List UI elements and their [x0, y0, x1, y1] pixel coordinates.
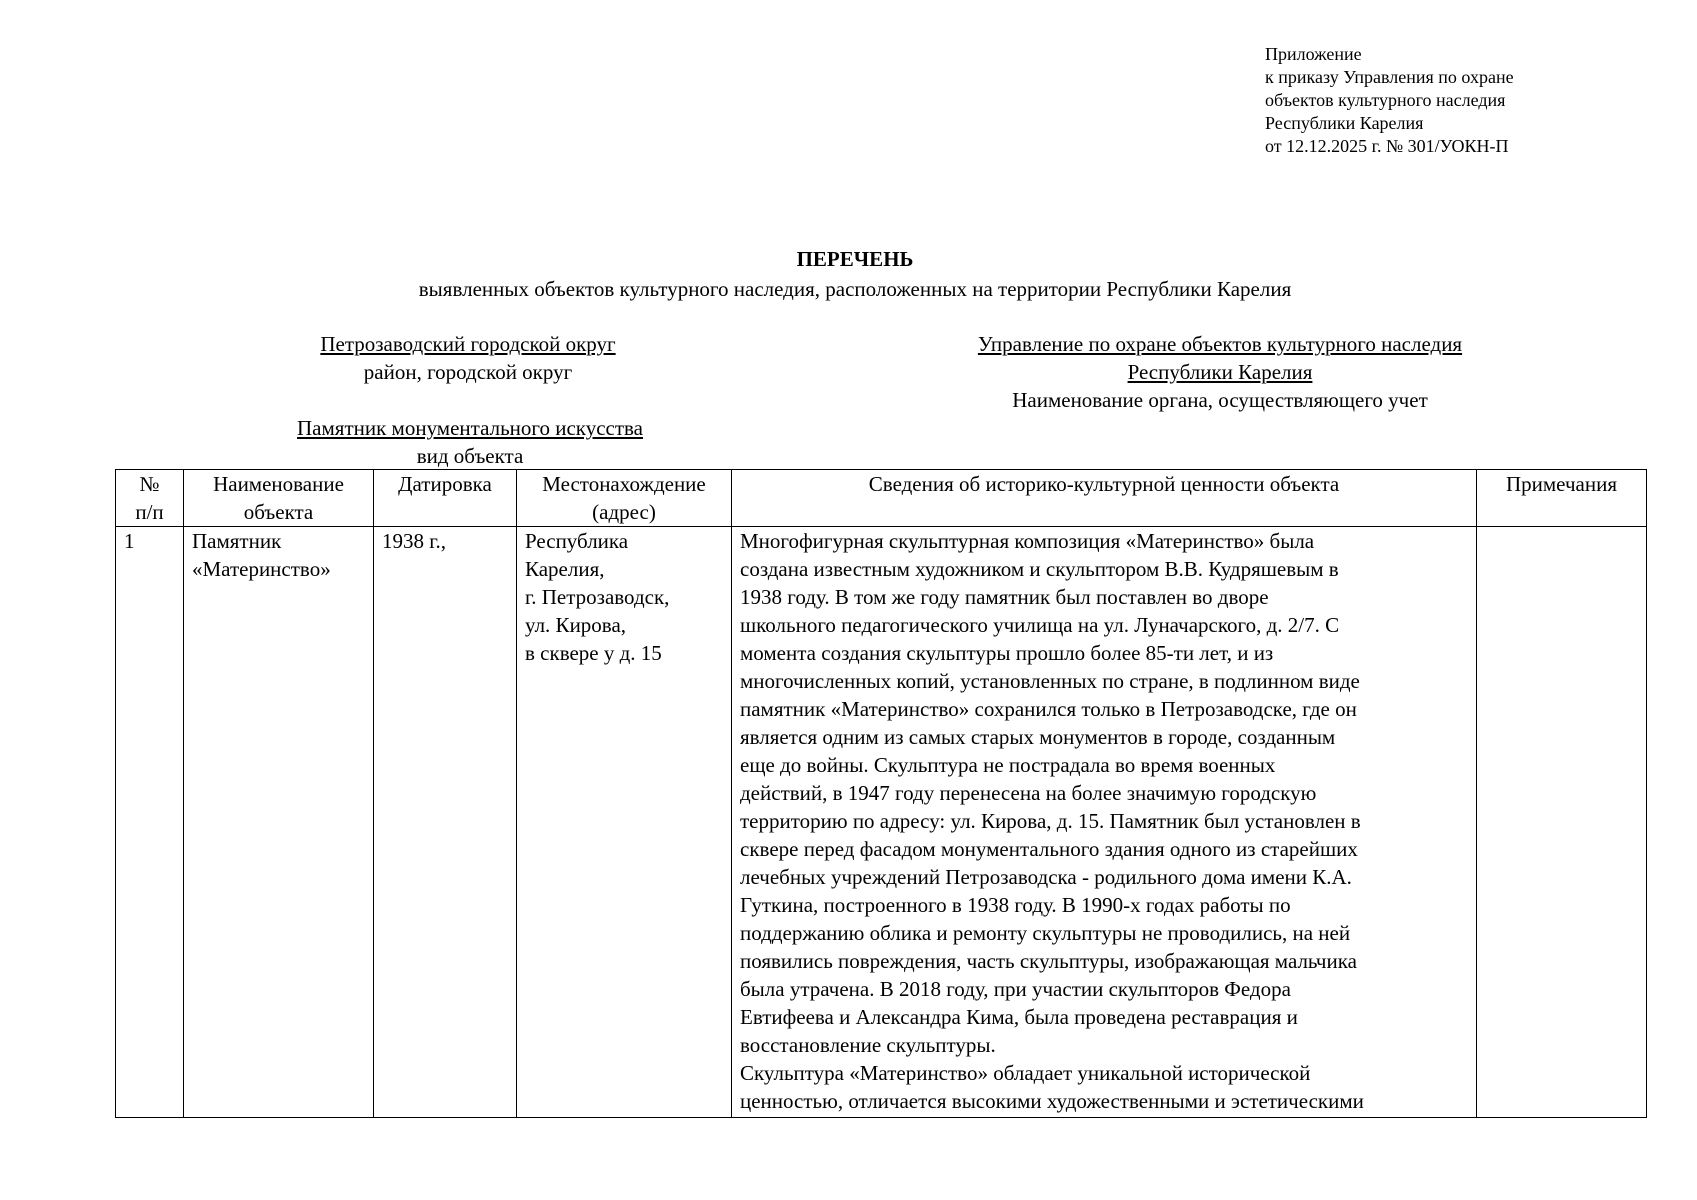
info-line: многочисленных копий, установленных по стране, в подлинном виде: [740, 669, 1360, 693]
header-location-line: (адрес): [592, 500, 656, 524]
header-notes-line: Примечания: [1505, 472, 1617, 496]
header-date: [374, 470, 517, 527]
info-line: поддержанию облика и ремонту скульптуры не проводились, на ней: [740, 921, 1351, 945]
authority-block: [880, 330, 1560, 414]
appendix-header: [1265, 43, 1514, 158]
info-line: момента создания скульптуры прошло более 85-ти лет, и из: [740, 641, 1274, 665]
header-info-line: Сведения об историко-культурной ценности объекта: [868, 472, 1340, 496]
info-line: Евтифеева и Александра Кима, была проведена реставрация и: [740, 1005, 1298, 1029]
info-line: появились повреждения, часть скульптуры, изображающая мальчика: [740, 949, 1357, 973]
info-line: Скульптура «Материнство» обладает уникальной исторической: [740, 1061, 1311, 1085]
info-line: является одним из самых старых монументов в городе, созданным: [740, 725, 1336, 749]
objects-table: [115, 469, 1647, 1118]
header-notes: [1477, 470, 1647, 527]
district-caption: район, городской округ: [363, 360, 573, 384]
info-line: восстановление скульптуры.: [740, 1033, 996, 1057]
header-info: [732, 470, 1477, 527]
header-name-line: Наименование: [213, 472, 344, 496]
header-num-line: №: [139, 472, 160, 496]
authority-line-2: Республики Карелия: [1127, 360, 1313, 384]
header-date-line: Датировка: [398, 472, 492, 496]
header-num: [116, 470, 184, 527]
document-subtitle: выявленных объектов культурного наследия, расположенных на территории Республики Карелия: [418, 277, 1292, 301]
authority-line-1: Управление по охране объектов культурного наследия: [977, 332, 1463, 356]
info-line: создана известным художником и скульптором В.В. Кудряшевым в: [740, 557, 1339, 581]
cell-num: 1: [116, 527, 184, 1118]
object-type-block: [245, 414, 695, 470]
district-value: Петрозаводский городской округ: [320, 332, 616, 356]
cell-location-line: в сквере у д. 15: [525, 641, 662, 665]
header-name: [184, 470, 374, 527]
header-name-line: объекта: [243, 500, 314, 524]
cell-location-line: Карелия,: [525, 557, 605, 581]
header-num-line: п/п: [135, 500, 164, 524]
info-line: территорию по адресу: ул. Кирова, д. 15. Памятник был установлен в: [740, 809, 1361, 833]
document-title: ПЕРЕЧЕНЬ: [796, 247, 914, 271]
district-block: [268, 330, 668, 386]
cell-location-line: г. Петрозаводск,: [525, 585, 670, 609]
info-line: Гуткина, построенного в 1938 году. В 1990-х годах работы по: [740, 893, 1291, 917]
info-line: ценностью, отличается высокими художественными и эстетическими: [740, 1089, 1364, 1113]
appendix-line: от 12.12.2025 г. № 301/УОКН-П: [1265, 136, 1509, 156]
table-row: [116, 527, 1647, 1118]
appendix-line: Республики Карелия: [1265, 113, 1424, 133]
header-location: [517, 470, 732, 527]
info-line: памятник «Материнство» сохранился только в Петрозаводске, где он: [740, 697, 1357, 721]
cell-location-line: ул. Кирова,: [525, 613, 627, 637]
cell-name-line: «Материнство»: [192, 557, 331, 581]
cell-name-line: Памятник: [192, 529, 282, 553]
cell-info: [732, 527, 1477, 1118]
info-line: лечебных учреждений Петрозаводска - родильного дома имени К.А.: [740, 865, 1352, 889]
cell-name: [184, 527, 374, 1118]
cell-location: [517, 527, 732, 1118]
info-line: школьного педагогического училища на ул. Луначарского, д. 2/7. С: [740, 613, 1340, 637]
info-line: еще до войны. Скульптура не пострадала во время военных: [740, 753, 1276, 777]
info-line: сквере перед фасадом монументального здания одного из старейших: [740, 837, 1358, 861]
object-type-caption: вид объекта: [416, 444, 524, 468]
cell-notes: [1477, 527, 1647, 1118]
cell-location-line: Республика: [525, 529, 629, 553]
info-line: действий, в 1947 году перенесена на более значимую городскую: [740, 781, 1317, 805]
object-type-value: Памятник монументального искусства: [297, 416, 643, 440]
info-line: была утрачена. В 2018 году, при участии скульпторов Федора: [740, 977, 1291, 1001]
appendix-line: к приказу Управления по охране: [1265, 67, 1514, 87]
authority-caption: Наименование органа, осуществляющего учет: [1012, 388, 1428, 412]
cell-date: 1938 г.,: [374, 527, 517, 1118]
header-location-line: Местонахождение: [542, 472, 706, 496]
info-line: 1938 году. В том же году памятник был поставлен во дворе: [740, 585, 1269, 609]
appendix-line: Приложение: [1265, 44, 1362, 64]
appendix-line: объектов культурного наследия: [1265, 90, 1506, 110]
info-line: Многофигурная скульптурная композиция «Материнство» была: [740, 529, 1315, 553]
table-header-row: [116, 470, 1647, 527]
